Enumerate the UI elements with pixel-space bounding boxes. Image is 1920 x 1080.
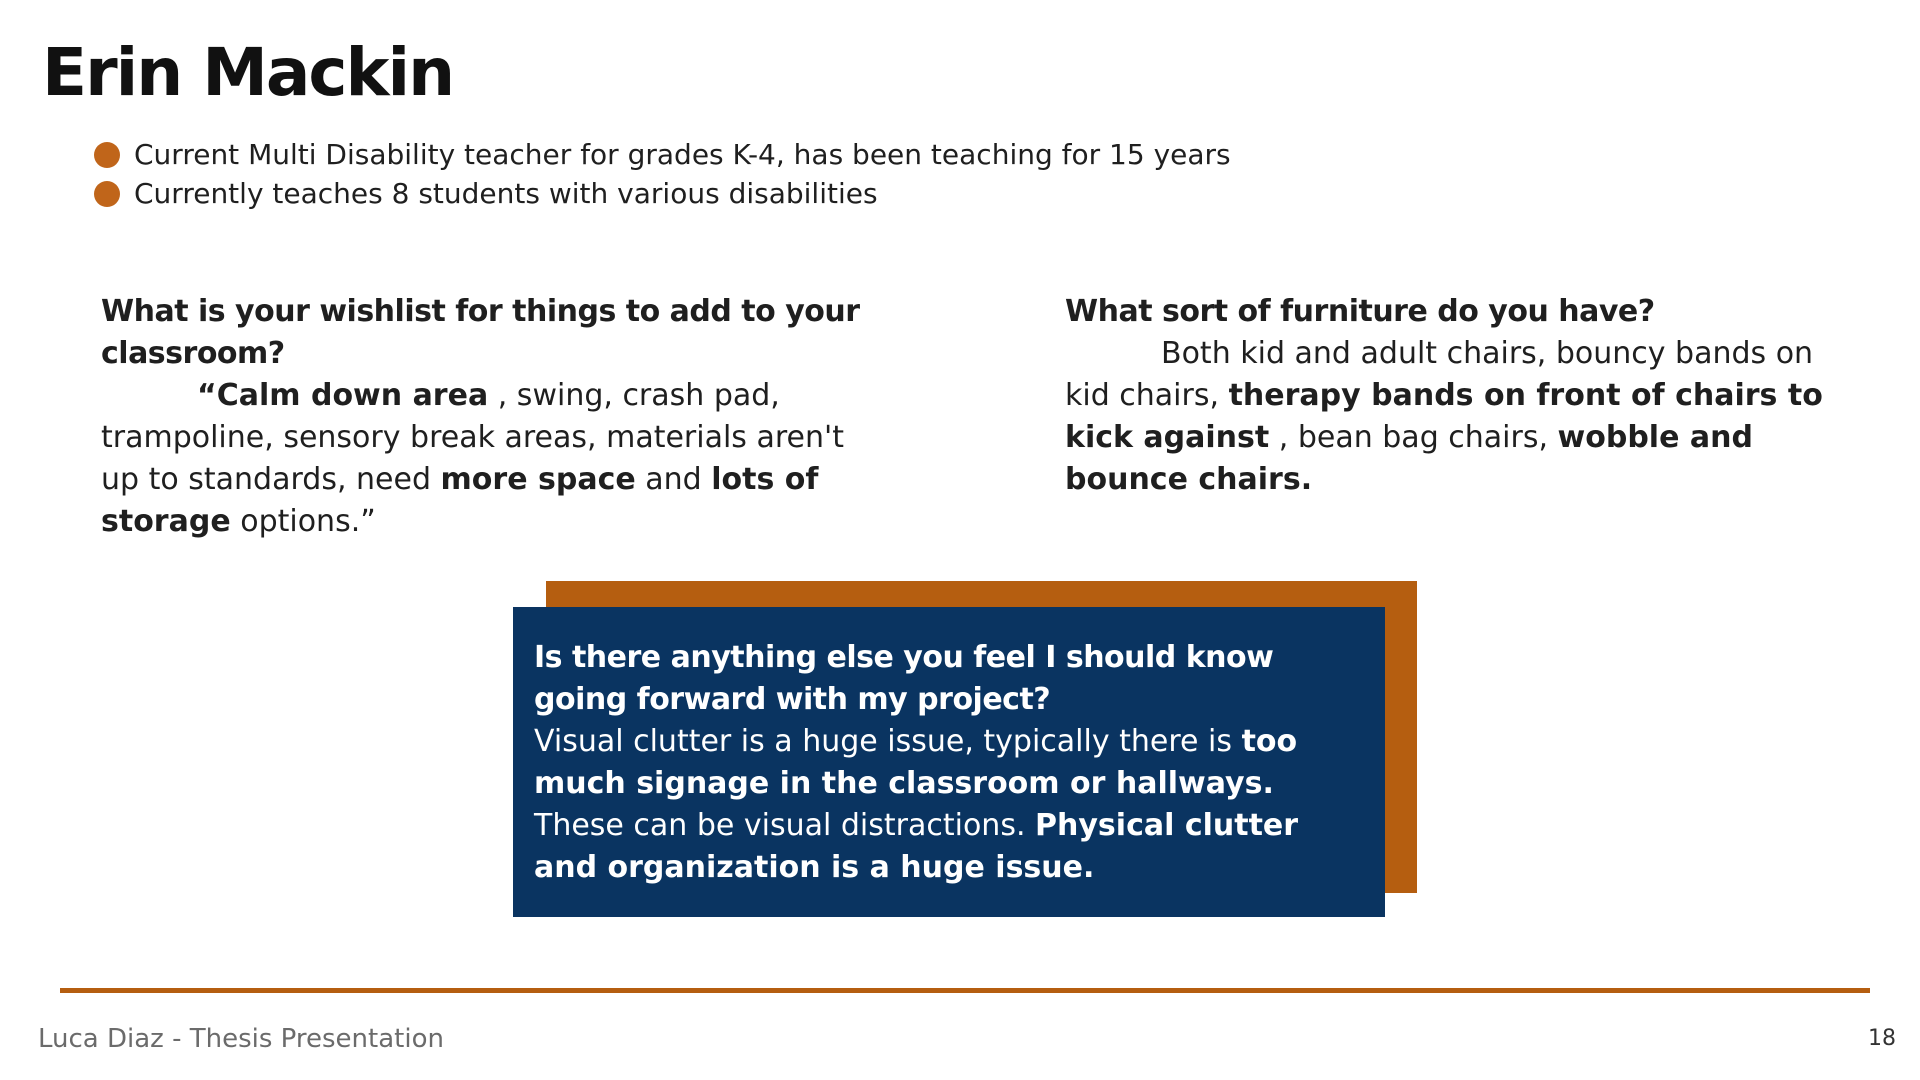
answer-emphasis: “Calm down area: [197, 378, 489, 413]
furniture-question: What sort of furniture do you have?: [1065, 294, 1655, 329]
answer-emphasis: more space: [440, 462, 636, 497]
note-answer: [534, 724, 1331, 885]
footer-divider: [60, 988, 1870, 993]
answer-emphasis: too much signage in the classroom or hallways.: [534, 724, 1298, 801]
page-number: 18: [1868, 1026, 1896, 1051]
bullet-text: Currently teaches 8 students with various disabilities: [134, 177, 878, 210]
answer-text: , bean bag chairs,: [1269, 420, 1558, 455]
bullet-text: Current Multi Disability teacher for grades K-4, has been teaching for 15 years: [134, 138, 1231, 171]
wishlist-answer: [101, 378, 844, 539]
answer-emphasis: therapy bands on front of chairs to kick against: [1065, 378, 1823, 455]
furniture-qa: [1065, 291, 1825, 501]
bullet-list: [94, 135, 1231, 213]
note-question: Is there anything else you feel I should know going forward with my project?: [534, 640, 1274, 717]
answer-text: and: [635, 462, 712, 497]
answer-emphasis: Physical clutter and organization is a huge issue.: [534, 808, 1299, 885]
answer-emphasis: wobble and bounce chairs.: [1065, 420, 1753, 497]
furniture-answer: [1065, 336, 1823, 497]
bullet-item: [94, 135, 1231, 174]
note-box: [513, 607, 1385, 917]
answer-text: Visual clutter is a huge issue, typically there is: [534, 724, 1242, 759]
answer-text: , swing, crash pad, trampoline, sensory break areas, materials aren't up to standards, need: [101, 378, 845, 497]
bullet-dot-icon: [94, 181, 120, 207]
bullet-item: [94, 174, 1231, 213]
answer-text: These can be visual distractions.: [534, 766, 1332, 843]
footer-text: Luca Diaz - Thesis Presentation: [38, 1024, 444, 1054]
answer-emphasis: lots of storage: [101, 462, 819, 539]
bullet-dot-icon: [94, 142, 120, 168]
wishlist-question: What is your wishlist for things to add to your classroom?: [101, 294, 860, 371]
wishlist-qa: [101, 291, 891, 543]
answer-text: options.”: [230, 504, 376, 539]
answer-text: Both kid and adult chairs, bouncy bands on kid chairs,: [1065, 336, 1814, 413]
slide-title: Erin Mackin: [42, 34, 454, 111]
